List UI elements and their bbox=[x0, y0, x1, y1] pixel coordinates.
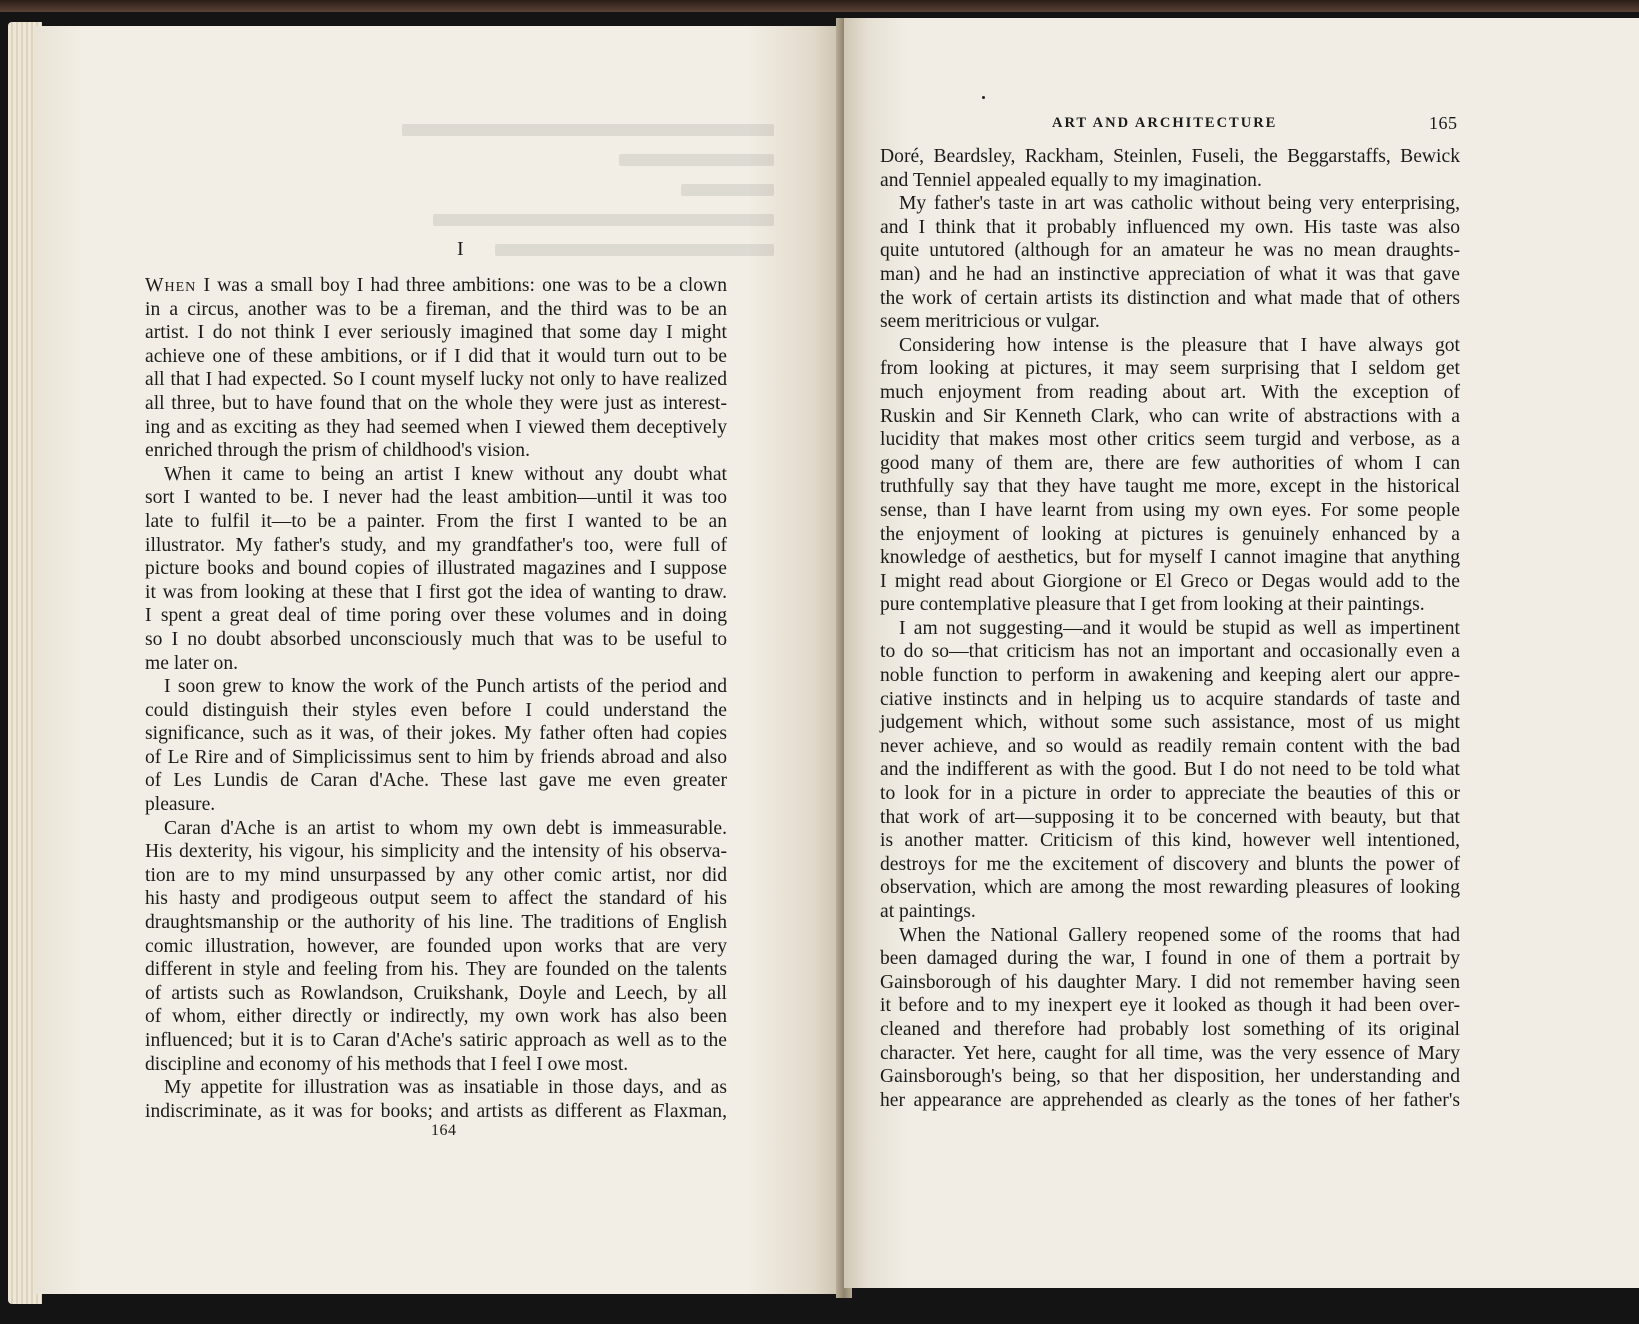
text-line: the enjoyment of looking at pictures is genuinely enhanced by a bbox=[880, 523, 1460, 545]
text-line: knowledge of aesthetics, but for myself I cannot imagine that anything bbox=[880, 547, 1460, 569]
text-line: influenced; but it is to Caran d'Ache's satiric approach as well as to the bbox=[145, 1030, 727, 1051]
text-line: significance, such as it was, of their jokes. My father often had copies bbox=[145, 723, 727, 745]
text-line: I might read about Giorgione or El Greco or Degas would add to the bbox=[880, 570, 1460, 592]
text-line: Doré, Beardsley, Rackham, Steinlen, Fuseli, the Beggarstaffs, Bewick bbox=[880, 146, 1460, 167]
text-line: seem meritricious or vulgar. bbox=[880, 311, 1100, 333]
text-line: truthfully say that they have taught me more, except in the historical bbox=[880, 476, 1460, 498]
text-line: the work of certain artists its distinction and what made that of others bbox=[880, 287, 1460, 309]
text-line: character. Yet here, caught for all time, was the very essence of Mary bbox=[880, 1042, 1460, 1064]
text-line: His dexterity, his vigour, his simplicity and the intensity of his observa- bbox=[145, 841, 727, 863]
text-line: never achieve, and so would as readily remain content with the bad bbox=[880, 735, 1460, 757]
opening-line-text: I was a small boy I had three ambitions: one was to be a clown bbox=[196, 275, 727, 296]
text-line: me later on. bbox=[145, 652, 239, 674]
section-number: I bbox=[457, 238, 464, 260]
text-line: it before and to my inexpert eye it looked as though it had been over- bbox=[880, 995, 1460, 1017]
text-line: When the National Gallery reopened some of the rooms that had bbox=[899, 924, 1460, 946]
text-line: is another matter. Criticism of this kind, however well intentioned, bbox=[880, 830, 1460, 852]
text-line: could distinguish their styles even before I could understand the bbox=[145, 699, 727, 721]
text-line: and I think that it probably influenced my own. His taste was also bbox=[880, 216, 1460, 238]
text-line: been damaged during the war, I found in one of them a portrait by bbox=[880, 948, 1460, 970]
opening-word: When bbox=[145, 275, 197, 296]
text-line: so I no doubt absorbed unconsciously much that was to be useful to bbox=[145, 628, 727, 650]
text-line: lucidity that makes most other critics seem turgid and verbose, as a bbox=[880, 429, 1460, 451]
text-line: late to fulfil it—to be a painter. From the first I wanted to be an bbox=[145, 510, 727, 532]
text-line: illustrator. My father's study, and my grandfather's too, were full of bbox=[145, 534, 727, 556]
text-line: discipline and economy of his methods that I feel I owe most. bbox=[145, 1053, 629, 1075]
text-line: of artists such as Rowlandson, Cruikshank, Doyle and Leech, by all bbox=[145, 982, 727, 1004]
text-line: judgement which, without some such assistance, most of us might bbox=[880, 712, 1460, 734]
text-line: pleasure. bbox=[145, 794, 216, 816]
text-line: artist. I do not think I ever seriously imagined that some day I might bbox=[145, 322, 727, 344]
text-line: enriched through the prism of childhood's vision. bbox=[145, 440, 531, 462]
right-page bbox=[844, 18, 1639, 1288]
left-folio: 164 bbox=[431, 1122, 457, 1139]
text-line: comic illustration, however, are founded upon works that are very bbox=[145, 935, 727, 957]
text-line: in a circus, another was to be a fireman, and the third was to be an bbox=[145, 298, 727, 320]
text-line: picture books and bound copies of illustrated magazines and I suppose bbox=[145, 558, 727, 580]
text-line: all three, but to have found that on the whole they were just as interest- bbox=[145, 392, 727, 414]
text-line: I am not suggesting—and it would be stupid as well as impertinent bbox=[899, 617, 1460, 639]
text-line: destroys for me the excitement of discovery and blunts the power of bbox=[880, 853, 1460, 875]
text-line: When it came to being an artist I knew without any doubt what bbox=[164, 463, 727, 485]
text-line: ciative instincts and in helping us to acquire standards of taste and bbox=[880, 688, 1460, 710]
text-line: that work of art—supposing it to be concerned with beauty, but that bbox=[880, 806, 1460, 828]
text-line: tion are to my mind unsurpassed by any other comic artist, nor did bbox=[145, 864, 727, 886]
right-body-text bbox=[880, 145, 1460, 1112]
text-line: good many of them are, there are few authorities of whom I can bbox=[880, 452, 1460, 474]
ink-speck bbox=[982, 96, 985, 99]
text-line: observation, which are among the most rewarding pleasures of looking bbox=[880, 877, 1460, 899]
text-line: cleaned and therefore had probably lost something of its original bbox=[880, 1018, 1460, 1040]
text-line: man) and he had an instinctive appreciation of what it was that gave bbox=[880, 263, 1460, 285]
text-line: different in style and feeling from his. They are founded on the talents bbox=[145, 959, 727, 981]
running-head: ART AND ARCHITECTURE bbox=[1052, 115, 1278, 131]
open-book bbox=[8, 8, 1639, 1310]
text-line: and Tenniel appealed equally to my imagination. bbox=[880, 169, 1262, 191]
text-line: much enjoyment from reading about art. With the exception of bbox=[880, 381, 1460, 403]
text-line: of Les Lundis de Caran d'Ache. These last gave me even greater bbox=[145, 770, 727, 792]
text-line: to look for in a picture in order to appreciate the beauties of this or bbox=[880, 783, 1460, 805]
text-line: at paintings. bbox=[880, 901, 976, 922]
text-line: quite untutored (although for an amateur he was no mean draughts- bbox=[880, 240, 1460, 262]
text-line: Ruskin and Sir Kenneth Clark, who can write of abstractions with a bbox=[880, 405, 1460, 427]
text-line: her appearance are apprehended as clearly as the tones of her father's bbox=[880, 1089, 1460, 1111]
text-line: I soon grew to know the work of the Punch artists of the period and bbox=[164, 676, 727, 698]
text-line bbox=[145, 274, 727, 298]
text-line: to do so—that criticism has not an important and occasionally even a bbox=[880, 641, 1460, 663]
text-line: sort I wanted to be. I never had the least ambition—until it was too bbox=[145, 487, 727, 509]
text-line: Gainsborough of his daughter Mary. I did not remember having seen bbox=[880, 971, 1460, 993]
text-line: sense, than I have learnt from using my own eyes. For some people bbox=[880, 499, 1460, 521]
text-line: Considering how intense is the pleasure that I have always got bbox=[899, 334, 1460, 356]
text-line: noble function to perform in awakening and keeping alert our appre- bbox=[880, 665, 1460, 687]
right-folio: 165 bbox=[1429, 113, 1458, 133]
text-line: his hasty and prodigeous output seem to affect the standard of his bbox=[145, 888, 727, 910]
text-line: ing and as exciting as they had seemed when I viewed them deceptively bbox=[145, 416, 727, 438]
text-line: of Le Rire and of Simplicissimus sent to him by friends abroad and also bbox=[145, 746, 727, 768]
text-line: indiscriminate, as it was for books; and artists as different as Flaxman, bbox=[145, 1100, 727, 1122]
text-line: I spent a great deal of time poring over these volumes and in doing bbox=[145, 605, 727, 627]
text-line: it was from looking at these that I first got the idea of wanting to draw. bbox=[145, 581, 727, 603]
text-line: of whom, either directly or indirectly, my own work has also been bbox=[145, 1006, 727, 1028]
left-page bbox=[34, 26, 844, 1294]
text-line: Gainsborough's being, so that her disposition, her understanding and bbox=[880, 1066, 1460, 1088]
text-line: all that I had expected. So I count myself lucky not only to have realized bbox=[145, 369, 727, 391]
text-line: My father's taste in art was catholic without being very enterprising, bbox=[899, 193, 1460, 215]
text-line: pure contemplative pleasure that I get from looking at their paintings. bbox=[880, 594, 1425, 616]
text-line: and the indifferent as with the good. But I do not need to be told what bbox=[880, 759, 1460, 781]
text-line: from looking at pictures, it may seem surprising that I seldom get bbox=[880, 358, 1460, 380]
text-line: Caran d'Ache is an artist to whom my own debt is immeasurable. bbox=[164, 817, 727, 839]
left-body-text bbox=[145, 274, 727, 1123]
text-line: achieve one of these ambitions, or if I did that it would turn out to be bbox=[145, 345, 727, 367]
text-line: draughtsmanship or the authority of his line. The traditions of English bbox=[145, 912, 727, 934]
text-line: My appetite for illustration was as insatiable in those days, and as bbox=[164, 1077, 727, 1099]
